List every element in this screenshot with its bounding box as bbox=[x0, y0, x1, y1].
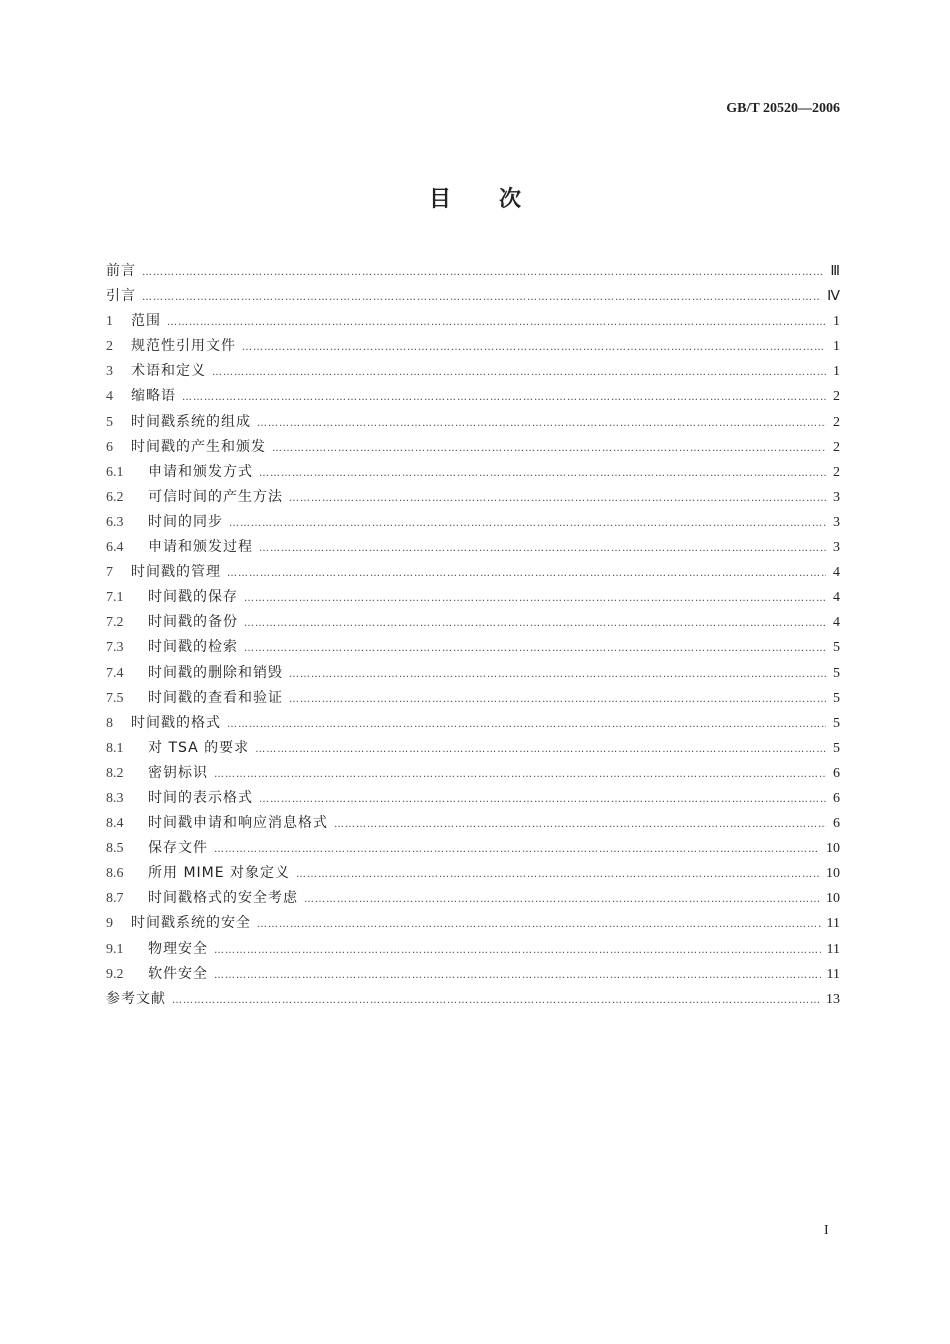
toc-entry-page: Ⅳ bbox=[827, 289, 840, 305]
toc-entry-number: 7.3 bbox=[106, 640, 124, 656]
toc-entry[interactable] bbox=[106, 811, 840, 836]
toc-entry-page: Ⅲ bbox=[830, 264, 840, 279]
toc-entry[interactable] bbox=[106, 284, 840, 309]
toc-entry-label: 规范性引用文件 bbox=[131, 338, 236, 355]
toc-entry[interactable] bbox=[106, 259, 840, 284]
toc-leader-dots bbox=[259, 787, 826, 812]
toc-entry-label: 时间戳的产生和颁发 bbox=[131, 438, 266, 455]
toc-entry-page: 5 bbox=[833, 665, 840, 681]
toc-entry[interactable] bbox=[106, 987, 840, 1012]
toc-entry[interactable] bbox=[106, 535, 840, 560]
toc-leader-dots bbox=[272, 436, 826, 461]
toc-entry[interactable] bbox=[106, 585, 840, 610]
toc-entry-page: 2 bbox=[833, 414, 840, 430]
toc-entry-number: 7.5 bbox=[106, 690, 124, 706]
toc-entry-label: 物理安全 bbox=[148, 940, 208, 957]
toc-leader-dots bbox=[142, 260, 824, 285]
toc-entry-label: 申请和颁发方式 bbox=[148, 463, 253, 480]
toc-entry-label: 时间戳系统的安全 bbox=[131, 915, 251, 932]
toc-leader-dots bbox=[257, 912, 821, 937]
toc-entry-label: 缩略语 bbox=[131, 388, 176, 405]
toc-entry[interactable] bbox=[106, 510, 840, 535]
toc-entry-page: 2 bbox=[833, 439, 840, 455]
toc-entry-label: 时间戳的查看和验证 bbox=[148, 689, 283, 706]
toc-entry-page: 10 bbox=[826, 841, 840, 857]
toc-entry[interactable] bbox=[106, 962, 840, 987]
toc-entry[interactable] bbox=[106, 786, 840, 811]
toc-leader-dots bbox=[227, 712, 826, 737]
toc-entry[interactable] bbox=[106, 460, 840, 485]
toc-leader-dots bbox=[334, 812, 826, 837]
toc-entry-number: 8.6 bbox=[106, 866, 124, 882]
toc-leader-dots bbox=[255, 737, 826, 762]
toc-entry[interactable] bbox=[106, 635, 840, 660]
toc-entry-label: 时间戳系统的组成 bbox=[131, 413, 251, 430]
toc-entry-number: 8.2 bbox=[106, 765, 124, 781]
toc-entry[interactable] bbox=[106, 485, 840, 510]
toc-leader-dots bbox=[182, 385, 826, 410]
toc-entry-page: 5 bbox=[833, 640, 840, 656]
toc-leader-dots bbox=[289, 662, 826, 687]
toc-leader-dots bbox=[214, 963, 821, 988]
toc-leader-dots bbox=[289, 687, 826, 712]
toc-entry-number: 6.4 bbox=[106, 540, 124, 556]
toc-entry-number: 8.4 bbox=[106, 816, 124, 832]
toc-entry-number: 8.5 bbox=[106, 841, 124, 857]
toc-entry[interactable] bbox=[106, 334, 840, 359]
page-title: 目次 bbox=[428, 187, 569, 212]
page-number: I bbox=[824, 1223, 829, 1238]
toc-entry-label: 对 TSA 的要求 bbox=[148, 739, 250, 756]
toc-entry-number: 7.4 bbox=[106, 665, 124, 681]
toc-entry[interactable] bbox=[106, 560, 840, 585]
toc-entry-number: 8.1 bbox=[106, 740, 124, 756]
toc-leader-dots bbox=[257, 411, 826, 436]
toc-entry-label: 时间戳的删除和销毁 bbox=[148, 664, 283, 681]
toc-leader-dots bbox=[227, 561, 826, 586]
toc-entry-label: 时间戳格式的安全考虑 bbox=[148, 890, 298, 907]
toc-entry-label: 时间戳的格式 bbox=[131, 714, 221, 731]
toc-entry[interactable] bbox=[106, 711, 840, 736]
toc-leader-dots bbox=[167, 310, 826, 335]
toc-entry-label: 申请和颁发过程 bbox=[148, 539, 253, 556]
table-of-contents bbox=[106, 259, 840, 1012]
toc-entry-label: 软件安全 bbox=[148, 965, 208, 982]
toc-entry-page: 4 bbox=[833, 565, 840, 581]
toc-entry-page: 1 bbox=[833, 314, 840, 330]
toc-entry-page: 4 bbox=[833, 590, 840, 606]
toc-entry[interactable] bbox=[106, 861, 840, 886]
toc-entry-number: 6.2 bbox=[106, 489, 124, 505]
toc-entry-number: 9.2 bbox=[106, 966, 124, 982]
toc-entry-label: 时间戳申请和响应消息格式 bbox=[148, 815, 328, 832]
toc-entry[interactable] bbox=[106, 886, 840, 911]
toc-entry-number: 8.3 bbox=[106, 790, 124, 806]
toc-entry-label: 密钥标识 bbox=[148, 764, 208, 781]
toc-entry[interactable] bbox=[106, 410, 840, 435]
toc-entry-page: 13 bbox=[826, 991, 840, 1007]
toc-entry-page: 1 bbox=[833, 339, 840, 355]
toc-entry[interactable] bbox=[106, 610, 840, 635]
toc-entry-label: 保存文件 bbox=[148, 840, 208, 857]
toc-entry-page: 11 bbox=[826, 941, 840, 957]
toc-entry-label: 时间的同步 bbox=[148, 513, 223, 530]
toc-entry-page: 1 bbox=[833, 364, 840, 380]
toc-entry-number: 7.2 bbox=[106, 615, 124, 631]
toc-entry-label: 时间戳的备份 bbox=[148, 614, 238, 631]
toc-leader-dots bbox=[214, 938, 821, 963]
toc-leader-dots bbox=[214, 762, 826, 787]
toc-entry-page: 3 bbox=[833, 514, 840, 530]
toc-entry-number: 7 bbox=[106, 565, 113, 581]
toc-entry-number: 9.1 bbox=[106, 941, 124, 957]
toc-entry-label: 可信时间的产生方法 bbox=[148, 488, 283, 505]
toc-entry[interactable] bbox=[106, 761, 840, 786]
toc-entry-number: 9 bbox=[106, 916, 113, 932]
toc-entry-label: 参考文献 bbox=[106, 990, 166, 1007]
toc-entry-number: 2 bbox=[106, 339, 113, 355]
toc-entry-label: 时间戳的管理 bbox=[131, 564, 221, 581]
toc-entry[interactable] bbox=[106, 359, 840, 384]
toc-entry-page: 11 bbox=[826, 916, 840, 932]
toc-leader-dots bbox=[244, 586, 826, 611]
toc-entry-page: 2 bbox=[833, 389, 840, 405]
toc-leader-dots bbox=[229, 511, 826, 536]
toc-entry-number: 8.7 bbox=[106, 891, 124, 907]
toc-leader-dots bbox=[142, 285, 821, 310]
toc-entry-number: 5 bbox=[106, 414, 113, 430]
toc-entry-number: 6 bbox=[106, 439, 113, 455]
toc-entry-page: 11 bbox=[826, 966, 840, 982]
toc-entry-page: 5 bbox=[833, 690, 840, 706]
toc-entry-label: 术语和定义 bbox=[131, 363, 206, 380]
toc-entry-label: 前言 bbox=[106, 263, 136, 279]
toc-entry[interactable] bbox=[106, 686, 840, 711]
toc-leader-dots bbox=[212, 360, 826, 385]
toc-entry[interactable] bbox=[106, 937, 840, 962]
toc-entry-page: 5 bbox=[833, 715, 840, 731]
toc-entry[interactable] bbox=[106, 836, 840, 861]
toc-entry-label: 所用 MIME 对象定义 bbox=[148, 865, 291, 882]
toc-entry-label: 时间的表示格式 bbox=[148, 789, 253, 806]
toc-entry-page: 6 bbox=[833, 765, 840, 781]
toc-leader-dots bbox=[172, 988, 820, 1013]
toc-entry[interactable] bbox=[106, 309, 840, 334]
toc-entry-number: 3 bbox=[106, 364, 113, 380]
toc-entry-number: 6.3 bbox=[106, 514, 124, 530]
toc-entry-number: 8 bbox=[106, 715, 113, 731]
toc-entry[interactable] bbox=[106, 911, 840, 936]
toc-entry-page: 6 bbox=[833, 816, 840, 832]
toc-entry-number: 4 bbox=[106, 389, 113, 405]
toc-leader-dots bbox=[244, 611, 826, 636]
toc-leader-dots bbox=[304, 887, 820, 912]
toc-entry-page: 10 bbox=[826, 866, 840, 882]
toc-entry-label: 时间戳的检索 bbox=[148, 639, 238, 656]
toc-entry[interactable] bbox=[106, 661, 840, 686]
toc-entry[interactable] bbox=[106, 435, 840, 460]
toc-entry-page: 4 bbox=[833, 615, 840, 631]
toc-entry-page: 6 bbox=[833, 790, 840, 806]
toc-leader-dots bbox=[259, 536, 826, 561]
toc-leader-dots bbox=[244, 636, 826, 661]
toc-entry-page: 10 bbox=[826, 891, 840, 907]
toc-entry-page: 5 bbox=[833, 740, 840, 756]
toc-entry-number: 7.1 bbox=[106, 590, 124, 606]
standard-number: GB/T 20520—2006 bbox=[726, 101, 840, 116]
toc-leader-dots bbox=[242, 335, 826, 360]
toc-entry-number: 1 bbox=[106, 314, 113, 330]
toc-leader-dots bbox=[289, 486, 826, 511]
toc-entry[interactable] bbox=[106, 384, 840, 409]
toc-entry-label: 引言 bbox=[106, 288, 136, 305]
toc-entry-page: 3 bbox=[833, 489, 840, 505]
toc-entry[interactable] bbox=[106, 736, 840, 761]
toc-leader-dots bbox=[296, 862, 820, 887]
toc-entry-page: 3 bbox=[833, 540, 840, 556]
toc-leader-dots bbox=[259, 461, 826, 486]
toc-leader-dots bbox=[214, 837, 820, 862]
toc-entry-label: 时间戳的保存 bbox=[148, 589, 238, 606]
toc-entry-label: 范围 bbox=[131, 313, 161, 330]
toc-entry-page: 2 bbox=[833, 464, 840, 480]
toc-entry-number: 6.1 bbox=[106, 464, 124, 480]
